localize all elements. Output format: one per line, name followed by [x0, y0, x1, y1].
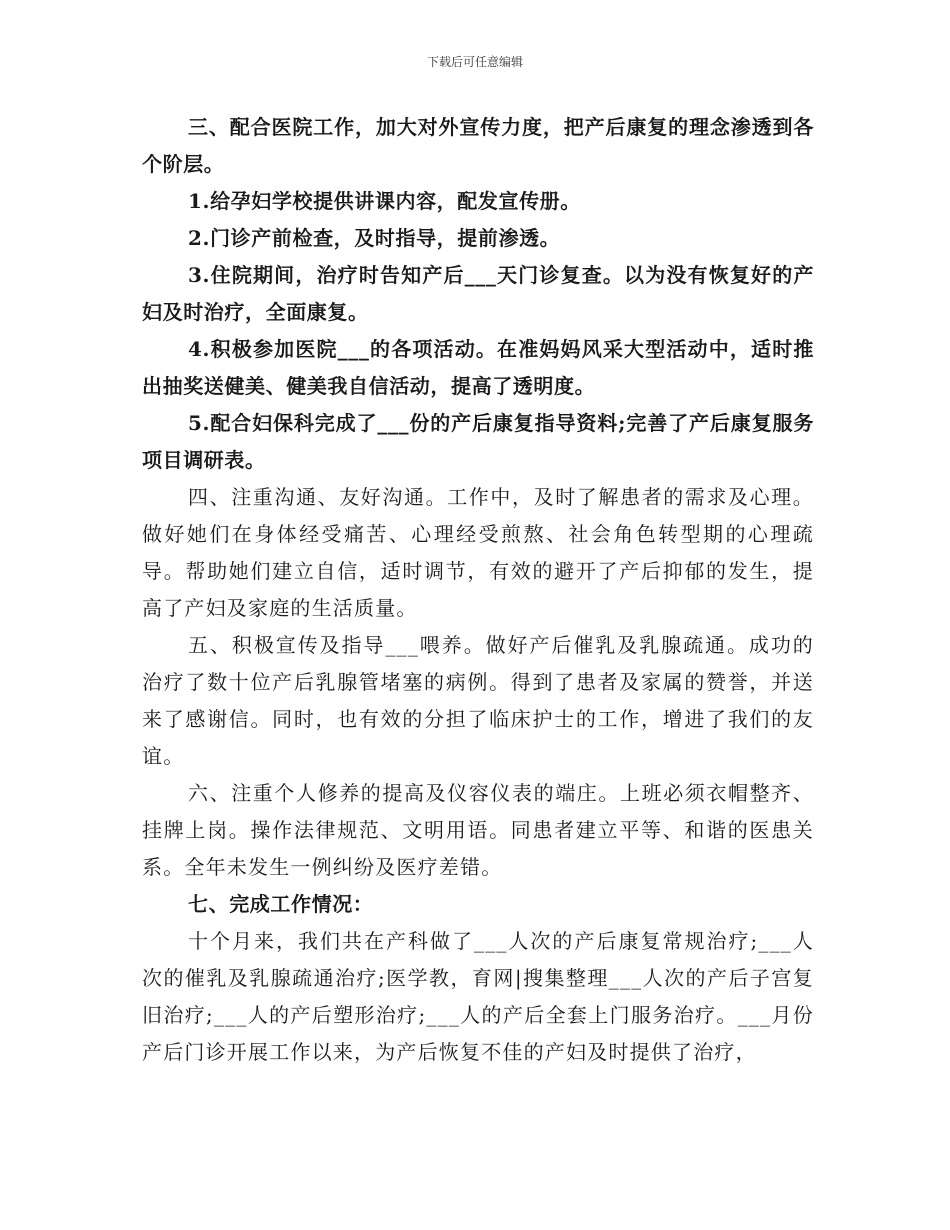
section-five-paragraph: 五、积极宣传及指导___喂养。做好产后催乳及乳腺疏通。成功的治疗了数十位产后乳腺管堵塞的病例。得到了患者及家属的赞誉，并送来了感谢信。同时，也有效的分担了临床护士的工作，增进了我们的友谊。: [142, 633, 814, 768]
work-summary-paragraph: 十个月来，我们共在产科做了___人次的产后康复常规治疗;___人次的催乳及乳腺疏通治疗;医学教，育网|搜集整理___人次的产后子宫复旧治疗;___人的产后塑形治疗;___人的产后全套上门服务治疗。___月份产后门诊开展工作以来，为产后恢复不佳的产妇及时提供了治疗，: [142, 929, 814, 1064]
item-2: 2.门诊产前检查，及时指导，提前渗透。: [188, 226, 561, 250]
document-body: [142, 109, 814, 1071]
section-four-paragraph: 四、注重沟通、友好沟通。工作中，及时了解患者的需求及心理。做好她们在身体经受痛苦、心理经受煎熬、社会角色转型期的心理疏导。帮助她们建立自信，适时调节，有效的避开了产后抑郁的发生，提高了产妇及家庭的生活质量。: [142, 485, 814, 620]
section-six-paragraph: 六、注重个人修养的提高及仪容仪表的端庄。上班必须衣帽整齐、挂牌上岗。操作法律规范、文明用语。同患者建立平等、和谐的医患关系。全年未发生一例纠纷及医疗差错。: [142, 781, 814, 879]
page-header-note: 下载后可任意编辑: [426, 55, 523, 69]
section-three-heading: 三、配合医院工作，加大对外宣传力度，把产后康复的理念渗透到各个阶层。: [142, 115, 814, 176]
item-3: 3.住院期间，治疗时告知产后___天门诊复查。以为没有恢复好的产妇及时治疗，全面康复。: [142, 263, 814, 324]
item-5: 5.配合妇保科完成了___份的产后康复指导资料;完善了产后康复服务项目调研表。: [142, 411, 814, 472]
item-1: 1.给孕妇学校提供讲课内容，配发宣传册。: [188, 189, 581, 213]
item-4: 4.积极参加医院___的各项活动。在准妈妈风采大型活动中，适时推出抽奖送健美、健美我自信活动，提高了透明度。: [142, 337, 814, 398]
section-seven-heading: 七、完成工作情况：: [188, 892, 374, 916]
